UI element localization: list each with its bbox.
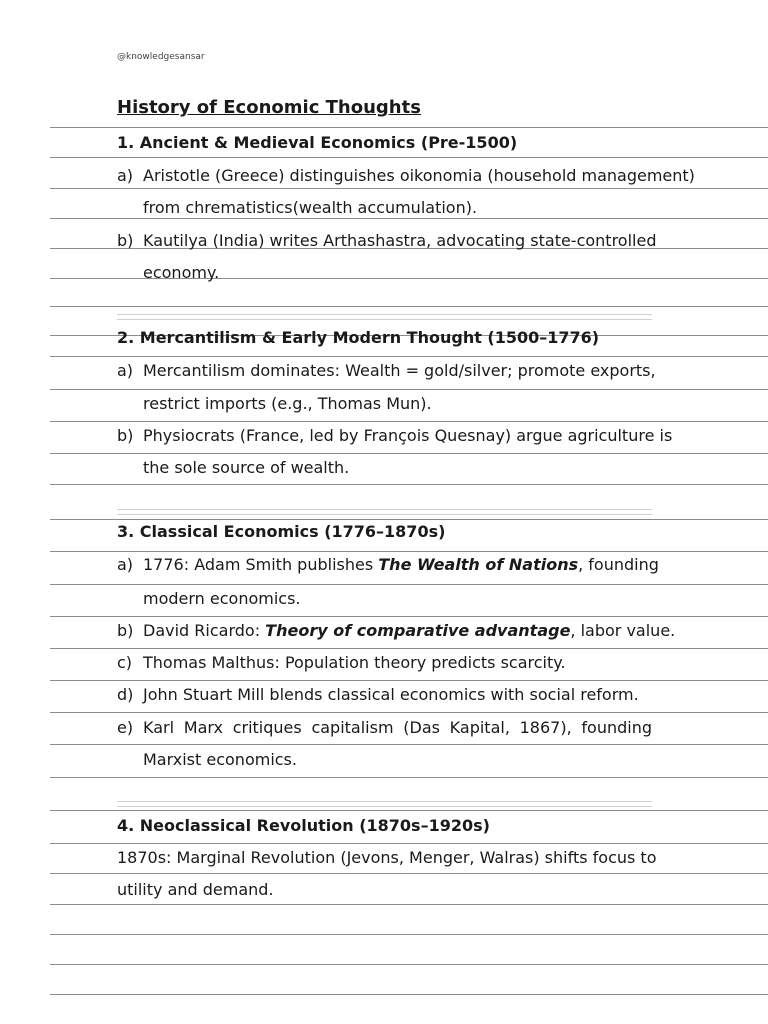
item-text: John Stuart Mill blends classical economics with social reform.: [143, 685, 639, 704]
ruled-line: [50, 648, 768, 649]
ruled-line: [50, 218, 768, 219]
section-heading: 1. Ancient & Medieval Economics (Pre-1500): [117, 133, 518, 152]
item-text: [143, 555, 659, 575]
section-divider: [117, 509, 652, 515]
list-item: [117, 718, 652, 738]
item-label: d): [117, 685, 134, 704]
item-label: b): [117, 231, 134, 250]
page-title: History of Economic Thoughts: [117, 97, 421, 118]
item-text: Mercantilism dominates: Wealth = gold/silver; promote exports,: [143, 361, 656, 380]
list-item: [117, 621, 676, 641]
item-text-pre: David Ricardo:: [143, 621, 266, 640]
item-label: a): [117, 555, 134, 574]
item-text-post: , founding: [578, 555, 659, 574]
author-handle: @knowledgesansar: [117, 52, 205, 62]
item-text: Aristotle (Greece) distinguishes oikonomia (household management): [143, 166, 695, 185]
item-label: b): [117, 621, 134, 640]
list-item: [117, 685, 652, 705]
item-continuation: economy.: [143, 263, 220, 282]
ruled-line: [50, 873, 768, 874]
item-text: Kautilya (India) writes Arthashastra, advocating state-controlled: [143, 231, 657, 250]
item-continuation: modern economics.: [143, 589, 301, 608]
ruled-line: [50, 157, 768, 158]
ruled-line: [50, 712, 768, 713]
item-continuation: Marxist economics.: [143, 750, 297, 769]
paragraph-line: 1870s: Marginal Revolution (Jevons, Menger, Walras) shifts focus to: [117, 848, 657, 867]
ruled-line: [50, 306, 768, 307]
item-text: Physiocrats (France, led by François Quesnay) argue agriculture is: [143, 426, 673, 445]
ruled-line: [50, 744, 768, 745]
section-heading: 3. Classical Economics (1776–1870s): [117, 522, 446, 541]
ruled-line: [50, 551, 768, 552]
item-label: a): [117, 166, 134, 185]
item-label: b): [117, 426, 134, 445]
ruled-line: [50, 843, 768, 844]
ruled-line: [50, 127, 768, 128]
ruled-line: [50, 453, 768, 454]
ruled-line: [50, 584, 768, 585]
theory-name: Theory of comparative advantage: [265, 621, 571, 640]
item-text: Thomas Malthus: Population theory predicts scarcity.: [143, 653, 566, 672]
ruled-line: [50, 810, 768, 811]
list-item: [117, 555, 659, 575]
ruled-line: [50, 934, 768, 935]
ruled-line: [50, 616, 768, 617]
section-divider: [117, 801, 652, 807]
item-continuation: from chrematistics(wealth accumulation).: [143, 198, 478, 217]
item-label: c): [117, 653, 133, 672]
ruled-line: [50, 421, 768, 422]
ruled-line: [50, 777, 768, 778]
ruled-line: [50, 188, 768, 189]
list-item: [117, 653, 652, 673]
item-label: a): [117, 361, 134, 380]
ruled-line: [50, 484, 768, 485]
paragraph-line: utility and demand.: [117, 880, 274, 899]
item-label: e): [117, 718, 134, 737]
ruled-line: [50, 389, 768, 390]
list-item: [117, 166, 695, 186]
item-continuation: restrict imports (e.g., Thomas Mun).: [143, 394, 432, 413]
ruled-line: [50, 994, 768, 995]
list-item: [117, 361, 656, 381]
book-title: The Wealth of Nations: [378, 555, 579, 574]
item-text-post: , labor value.: [570, 621, 676, 640]
ruled-line: [50, 519, 768, 520]
item-text: [143, 621, 675, 641]
item-continuation: the sole source of wealth.: [143, 458, 350, 477]
list-item: [117, 231, 657, 251]
section-heading: 2. Mercantilism & Early Modern Thought (1500–1776): [117, 328, 600, 347]
list-item: [117, 426, 673, 446]
ruled-line: [50, 680, 768, 681]
ruled-line: [50, 964, 768, 965]
section-heading: 4. Neoclassical Revolution (1870s–1920s): [117, 816, 490, 835]
ruled-line: [50, 356, 768, 357]
section-divider: [117, 314, 652, 320]
item-text: Karl Marx critiques capitalism (Das Kapital, 1867), founding: [143, 718, 652, 737]
item-text-pre: 1776: Adam Smith publishes: [143, 555, 379, 574]
ruled-line: [50, 904, 768, 905]
